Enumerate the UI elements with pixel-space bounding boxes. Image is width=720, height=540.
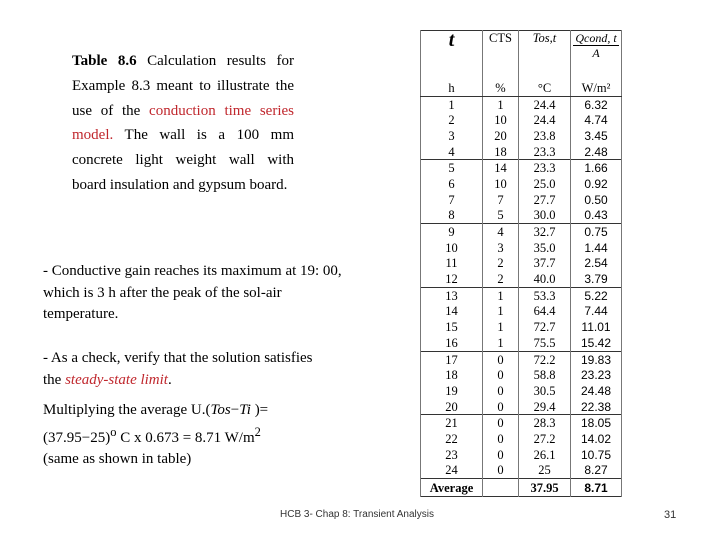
- check-end: .: [167, 371, 172, 388]
- table-row: [421, 399, 622, 415]
- check-text: - As a check, verify that the solution satisfies the: [43, 350, 313, 388]
- table-cell: 19: [421, 383, 483, 399]
- table-cell: 14: [483, 160, 519, 176]
- table-cell: 8.27: [571, 463, 622, 479]
- header-q: [571, 31, 622, 81]
- table-cell: 11: [421, 256, 483, 272]
- table-cell: 0: [483, 383, 519, 399]
- table-row: [421, 192, 622, 208]
- header-q-den: A: [592, 46, 600, 60]
- units-row: [421, 80, 622, 96]
- table-cell: 6: [421, 176, 483, 192]
- caption-text: Calculation results for Example 8.3 meant to illustrate the use of the: [72, 53, 294, 119]
- table-cell: 0: [483, 431, 519, 447]
- table-cell: 4.74: [571, 112, 622, 128]
- paragraph-calculation: [43, 400, 343, 471]
- unit-h: h: [421, 80, 483, 96]
- table-cell: 37.7: [519, 256, 571, 272]
- table-cell: 1: [483, 304, 519, 320]
- table-cell: 0.75: [571, 224, 622, 240]
- table-cell: 0.92: [571, 176, 622, 192]
- table-cell: 15.42: [571, 335, 622, 351]
- squared-sup: 2: [254, 424, 261, 439]
- table-cell: 17: [421, 351, 483, 367]
- table-cell: 23.3: [519, 144, 571, 160]
- table-cell: 7: [483, 192, 519, 208]
- table-row: [421, 112, 622, 128]
- table-cell: 32.7: [519, 224, 571, 240]
- table-row: [421, 96, 622, 112]
- table-cell: 1: [483, 287, 519, 303]
- table-cell: 0: [483, 463, 519, 479]
- tos-symbol: Tos: [210, 402, 231, 418]
- average-label: Average: [421, 479, 483, 497]
- table-cell: 30.0: [519, 208, 571, 224]
- table-row: [421, 271, 622, 287]
- table-row: [421, 287, 622, 303]
- table-cell: 2: [483, 271, 519, 287]
- minus: −: [230, 402, 240, 418]
- header-t: t: [421, 31, 483, 81]
- table-cell: 13: [421, 287, 483, 303]
- header-cts: CTS: [483, 31, 519, 81]
- unit-pct: %: [483, 80, 519, 96]
- table-cell: 14: [421, 304, 483, 320]
- table-cell: 7.44: [571, 304, 622, 320]
- table-cell: 72.2: [519, 351, 571, 367]
- table-cell: 0: [483, 447, 519, 463]
- caption-text-2: The wall is a 100 mm concrete light weight wall with board insulation and gypsum board.: [72, 127, 294, 193]
- footer-text: HCB 3- Chap 8: Transient Analysis: [280, 509, 434, 520]
- table-cell: 1: [483, 96, 519, 112]
- table-cell: 4: [483, 224, 519, 240]
- table-cell: 10.75: [571, 447, 622, 463]
- average-row: [421, 479, 622, 497]
- table-cell: 21: [421, 415, 483, 431]
- paragraph-check: [43, 348, 333, 391]
- caption-highlight: conduction time series model.: [72, 102, 294, 144]
- table-cell: 0: [483, 351, 519, 367]
- table-cell: 10: [483, 112, 519, 128]
- table-cell: 24.4: [519, 96, 571, 112]
- table-cell: 22.38: [571, 399, 622, 415]
- table-cell: 10: [421, 240, 483, 256]
- table-caption: [72, 49, 294, 198]
- table-row: [421, 367, 622, 383]
- table-cell: 1.66: [571, 160, 622, 176]
- table-cell: 24.4: [519, 112, 571, 128]
- table-cell: 1: [421, 96, 483, 112]
- table-cell: 3: [483, 240, 519, 256]
- table-cell: 2.54: [571, 256, 622, 272]
- table-row: [421, 208, 622, 224]
- table-cell: 2.48: [571, 144, 622, 160]
- table-cell: 1: [483, 335, 519, 351]
- table-cell: 72.7: [519, 319, 571, 335]
- average-t: 37.95: [519, 479, 571, 497]
- table-cell: 2: [421, 112, 483, 128]
- table-cell: 29.4: [519, 399, 571, 415]
- table-row: [421, 415, 622, 431]
- table-cell: 24: [421, 463, 483, 479]
- table-row: [421, 144, 622, 160]
- table-cell: 28.3: [519, 415, 571, 431]
- table-row: [421, 304, 622, 320]
- table-cell: 11.01: [571, 319, 622, 335]
- table-cell: 15: [421, 319, 483, 335]
- calc-text: Multiplying the average U.(: [43, 402, 211, 418]
- table-cell: 26.1: [519, 447, 571, 463]
- table-cell: 23.3: [519, 160, 571, 176]
- table-cell: 18: [421, 367, 483, 383]
- table-cell: 7: [421, 192, 483, 208]
- page-number: 31: [664, 509, 677, 521]
- table-row: [421, 160, 622, 176]
- table-row: [421, 128, 622, 144]
- table-cell: 0.50: [571, 192, 622, 208]
- header-q-num: Qcond, t: [575, 31, 617, 45]
- table-cell: 25.0: [519, 176, 571, 192]
- table-row: [421, 319, 622, 335]
- calc-note: (same as shown in table): [43, 451, 192, 467]
- table-cell: 24.48: [571, 383, 622, 399]
- table-row: [421, 463, 622, 479]
- table-cell: 19.83: [571, 351, 622, 367]
- table-cell: 0.43: [571, 208, 622, 224]
- calc-eq: )=: [250, 402, 269, 418]
- table-cell: 5: [483, 208, 519, 224]
- header-row: [421, 31, 622, 81]
- table-cell: 20: [421, 399, 483, 415]
- table-cell: 22: [421, 431, 483, 447]
- unit-c: °C: [519, 80, 571, 96]
- table-cell: 12: [421, 271, 483, 287]
- table-cell: 20: [483, 128, 519, 144]
- table-cell: 5.22: [571, 287, 622, 303]
- table-cell: 14.02: [571, 431, 622, 447]
- table-cell: 1.44: [571, 240, 622, 256]
- paragraph-max-gain: - Conductive gain reaches its maximum at 19: 00, which is 3 h after the peak of the sol-air temperature.: [43, 263, 342, 322]
- results-table: [420, 30, 622, 497]
- steady-state-limit: steady-state limit: [65, 371, 168, 388]
- average-q: 8.71: [571, 479, 622, 497]
- table-cell: 23.8: [519, 128, 571, 144]
- table-cell: 4: [421, 144, 483, 160]
- calc-result: C x 0.673 = 8.71 W/m: [116, 429, 255, 446]
- table-row: [421, 383, 622, 399]
- table-row: [421, 240, 622, 256]
- table-cell: 0: [483, 415, 519, 431]
- calc-line2: (37.95−25): [43, 429, 111, 446]
- table-cell: 64.4: [519, 304, 571, 320]
- table-cell: 10: [483, 176, 519, 192]
- header-tos: Tos,t: [519, 31, 571, 81]
- table-cell: 75.5: [519, 335, 571, 351]
- table-cell: 18.05: [571, 415, 622, 431]
- empty-cell: [483, 479, 519, 497]
- table-row: [421, 176, 622, 192]
- table-cell: 9: [421, 224, 483, 240]
- unit-wm2: W/m²: [571, 80, 622, 96]
- table-cell: 58.8: [519, 367, 571, 383]
- table-cell: 5: [421, 160, 483, 176]
- table-cell: 23.23: [571, 367, 622, 383]
- table-cell: 3.45: [571, 128, 622, 144]
- table-row: [421, 431, 622, 447]
- ti-symbol: Ti: [239, 402, 251, 418]
- table-cell: 0: [483, 399, 519, 415]
- table-row: [421, 256, 622, 272]
- table-cell: 25: [519, 463, 571, 479]
- table-row: [421, 335, 622, 351]
- table-row: [421, 224, 622, 240]
- table-cell: 0: [483, 367, 519, 383]
- table-cell: 35.0: [519, 240, 571, 256]
- table-cell: 40.0: [519, 271, 571, 287]
- table-cell: 30.5: [519, 383, 571, 399]
- table-cell: 18: [483, 144, 519, 160]
- table-cell: 2: [483, 256, 519, 272]
- table-cell: 6.32: [571, 96, 622, 112]
- table-row: [421, 351, 622, 367]
- table-cell: 8: [421, 208, 483, 224]
- table-cell: 27.2: [519, 431, 571, 447]
- caption-label: Table 8.6: [72, 53, 137, 69]
- table-cell: 3.79: [571, 271, 622, 287]
- table-row: [421, 447, 622, 463]
- table-cell: 16: [421, 335, 483, 351]
- table-cell: 1: [483, 319, 519, 335]
- table-cell: 53.3: [519, 287, 571, 303]
- table-cell: 23: [421, 447, 483, 463]
- table-cell: 27.7: [519, 192, 571, 208]
- table-cell: 3: [421, 128, 483, 144]
- degree-sup: o: [110, 424, 117, 439]
